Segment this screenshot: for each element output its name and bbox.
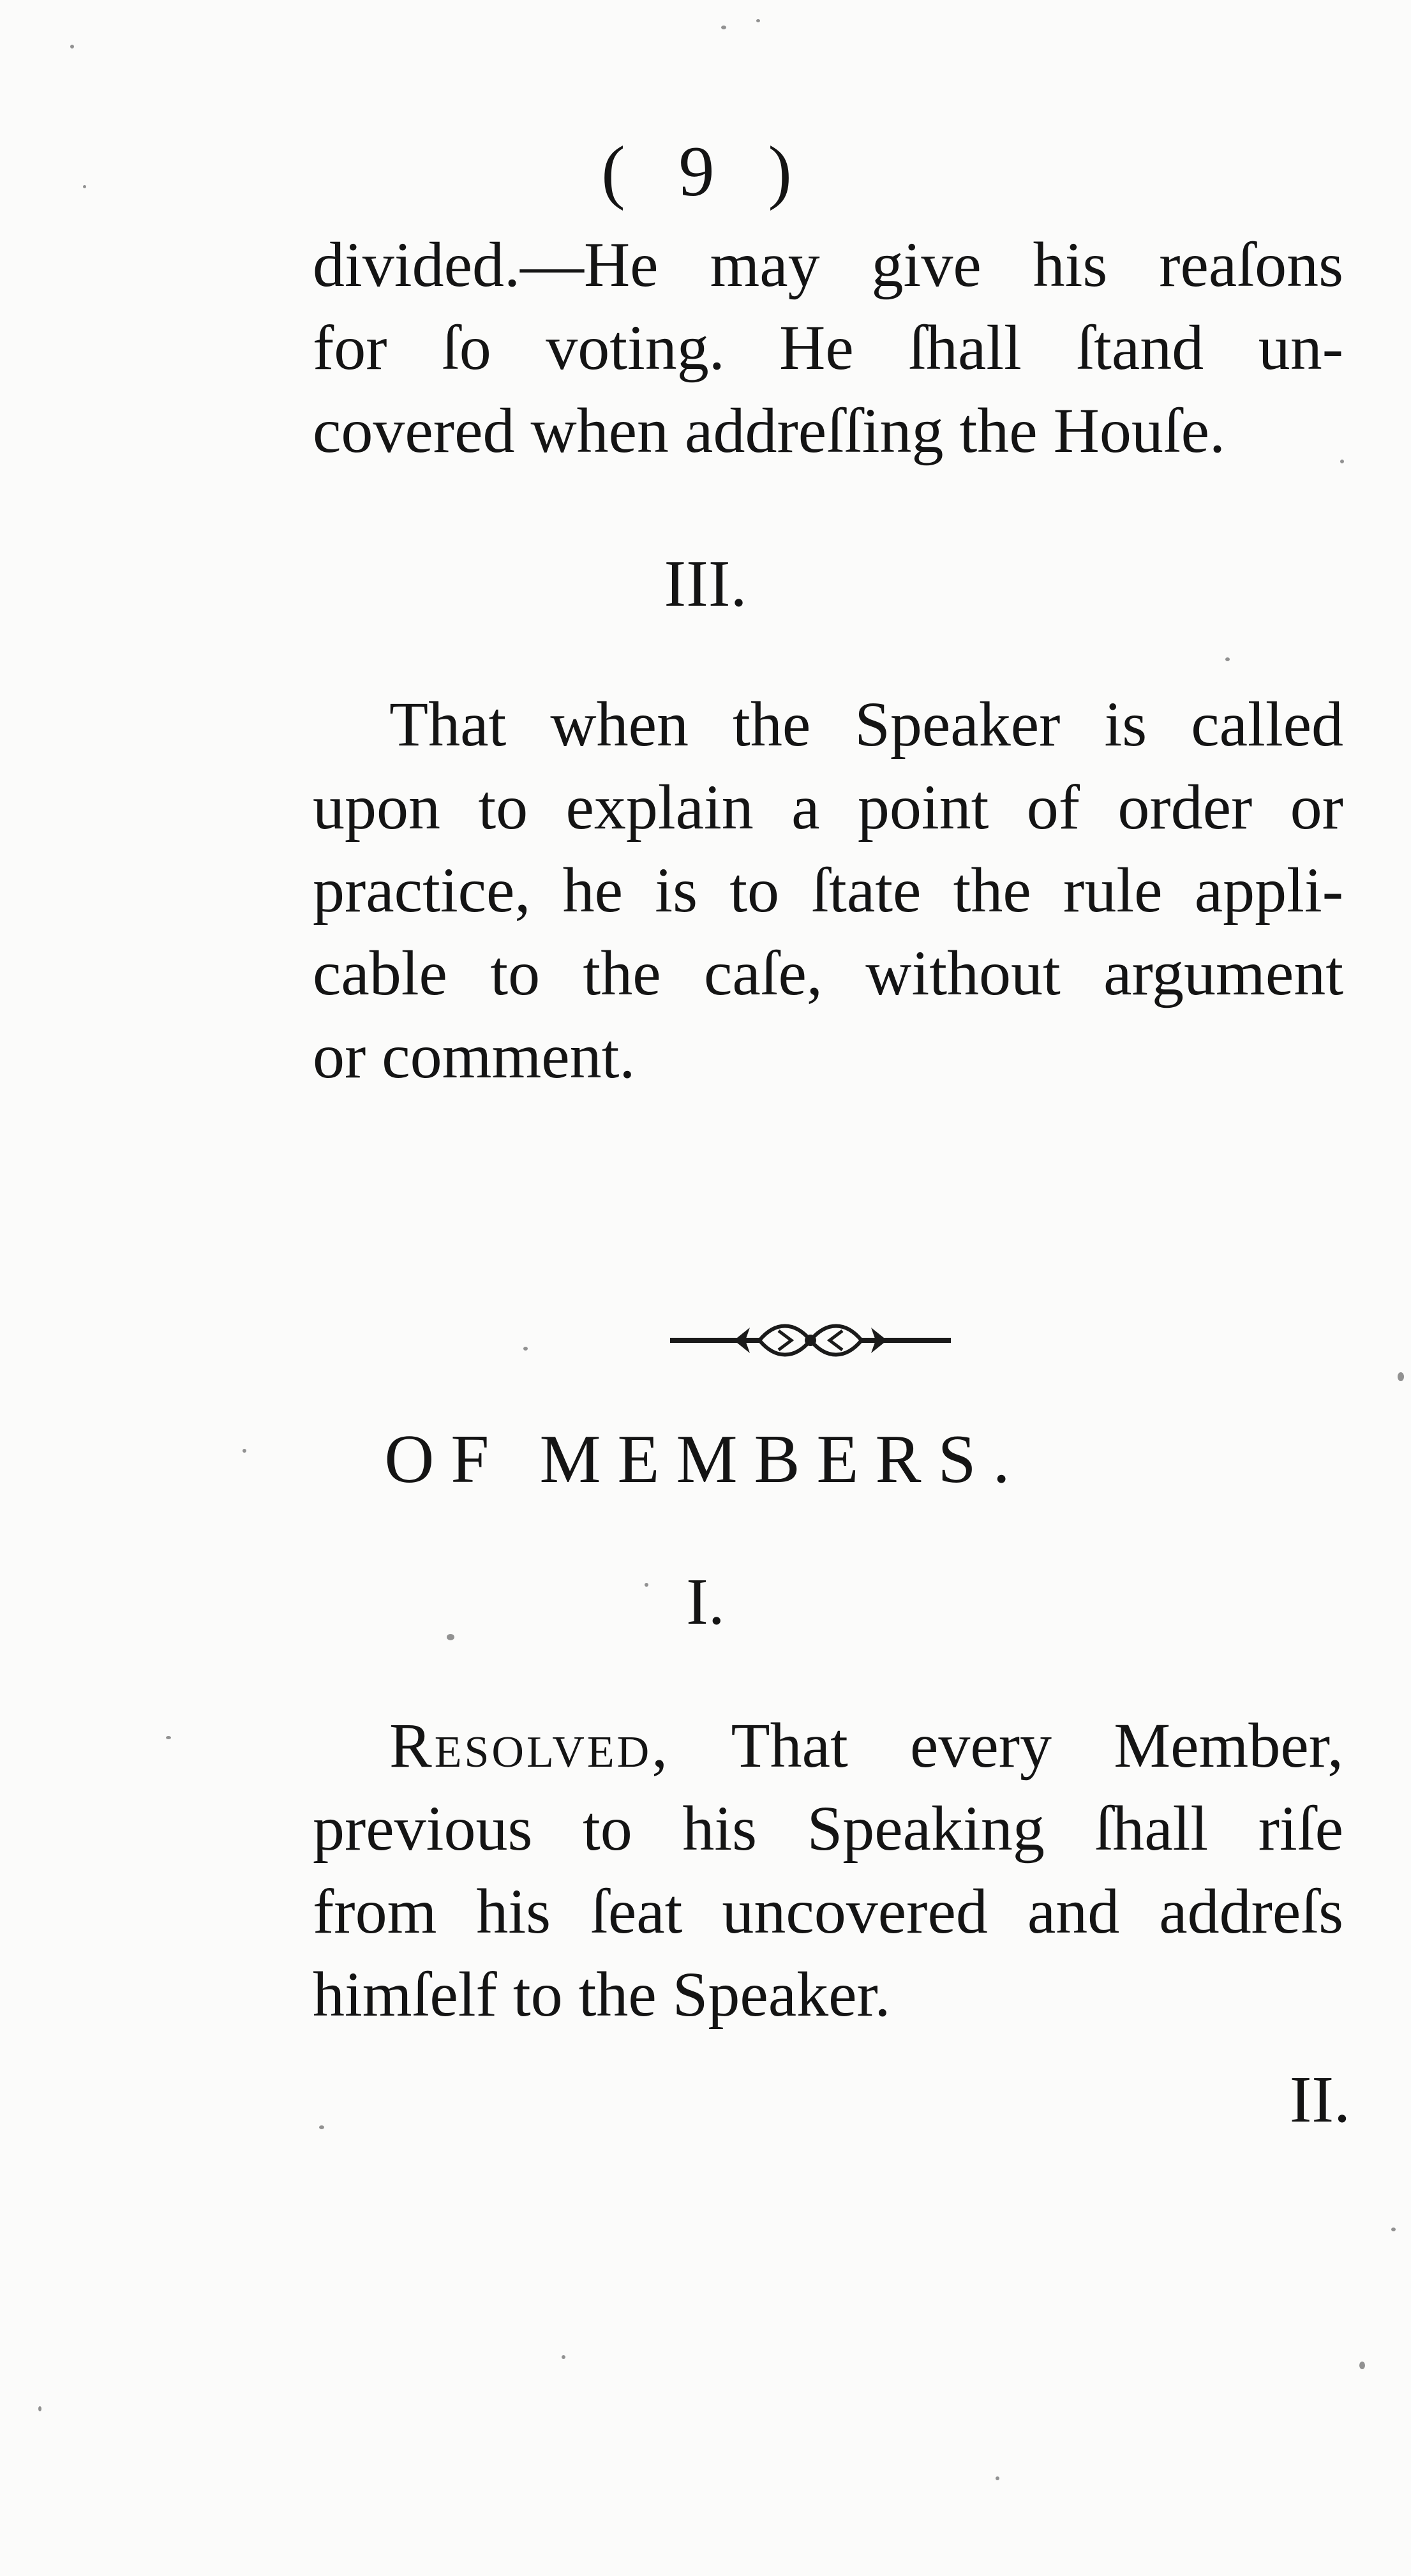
continuation-paragraph: [313, 223, 1343, 472]
section-title: OF MEMBERS.: [384, 1421, 1027, 1497]
rule-numeral-i: I.: [686, 1565, 725, 1638]
text-line: cable to the caſe, without argument: [313, 938, 1343, 1008]
rule-numeral-iii: III.: [664, 547, 747, 620]
speck: [562, 2355, 565, 2359]
ornament-divider-icon: [664, 1312, 957, 1369]
speck: [756, 19, 760, 22]
speck: [319, 2125, 324, 2129]
text-line: from his ſeat uncovered and addreſs: [313, 1876, 1343, 1947]
speck: [70, 45, 74, 49]
text-line: divided.—He may give his reaſons: [313, 229, 1343, 300]
text-line: himſelf to the Speaker.: [313, 1959, 891, 2030]
text-line: or comment.: [313, 1021, 636, 1091]
speck: [523, 1347, 528, 1351]
resolved-word: Resolved,: [389, 1710, 671, 1781]
text-line: practice, he is to ſtate the rule appli-: [313, 855, 1343, 925]
speck: [38, 2406, 41, 2411]
speck: [1398, 1372, 1404, 1381]
text-line: previous to his Speaking ſhall riſe: [313, 1793, 1343, 1864]
text-fragment: That every Member,: [731, 1710, 1343, 1781]
speck: [1359, 2362, 1365, 2369]
speck: [166, 1736, 171, 1739]
speck: [996, 2476, 999, 2480]
page-number: ( 9 ): [601, 132, 810, 211]
speck: [1225, 657, 1230, 661]
text-line: upon to explain a point of order or: [313, 772, 1343, 842]
catchword: II.: [1289, 2063, 1350, 2136]
text-line: [313, 1704, 1343, 1787]
text-line: for ſo voting. He ſhall ſtand un-: [313, 312, 1343, 383]
text-line: That when the Speaker is called: [389, 689, 1343, 760]
text-line: covered when addreſſing the Houſe.: [313, 395, 1226, 466]
speck: [1391, 2228, 1396, 2231]
rule-iii-paragraph: [313, 683, 1343, 1098]
members-rule-i-paragraph: [313, 1704, 1343, 2036]
speck: [721, 26, 726, 29]
